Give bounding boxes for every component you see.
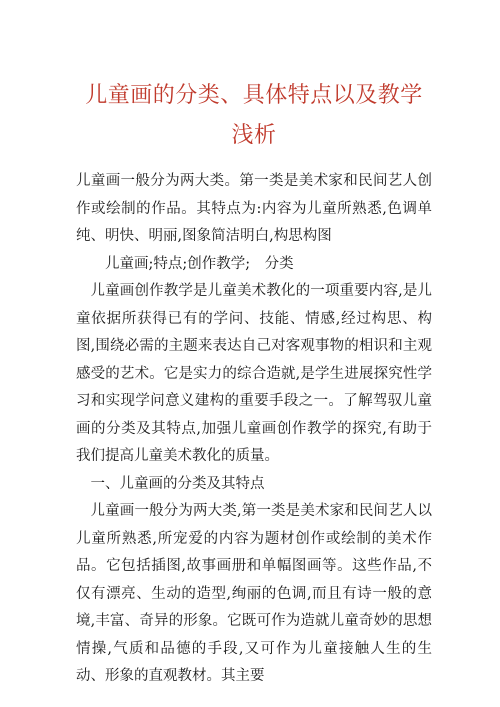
body-paragraph-1: 儿童画创作教学是儿童美术教化的一项重要内容,是儿童依据所获得已有的学问、技能、情感,经过构思、构图,围绕必需的主题来表达自己对客观事物的相识和主观感受的艺术。它是实力的综合造就,是学生进展探究性学习和实现学问意义建构的重要手段之一。了解驾驭儿童画的分类及其特点,加强儿童画创作教学的探究,有助于我们提高儿童美术教化的质量。 (76, 283, 432, 464)
body-paragraph-2: 儿童画一般分为两大类,第一类是美术家和民间艺人以儿童所熟悉,所宠爱的内容为题材创作或绘制的美术作品。它包括插图,故事画册和单幅图画等。这些作品,不仅有漂亮、生动的造型,绚丽的色调,而且有诗一般的意境,丰富、奇异的形象。它既可作为造就儿童奇妙的思想情操,气质和品德的手段,又可作为儿童接触人生的生动、形象的直观教材。其主要 (76, 503, 432, 684)
intro-paragraph: 儿童画一般分为两大类。第一类是美术家和民间艺人创作或绘制的作品。其特点为:内容为儿童所熟悉,色调单纯、明快、明丽,图象简洁明白,构思构图 (76, 173, 432, 244)
section-heading: 一、儿童画的分类及其特点 (90, 475, 265, 492)
document-title: 儿童画的分类、具体特点以及教学浅析 (85, 83, 423, 148)
keywords-line: 儿童画;特点;创作教学; 分类 (105, 255, 294, 272)
